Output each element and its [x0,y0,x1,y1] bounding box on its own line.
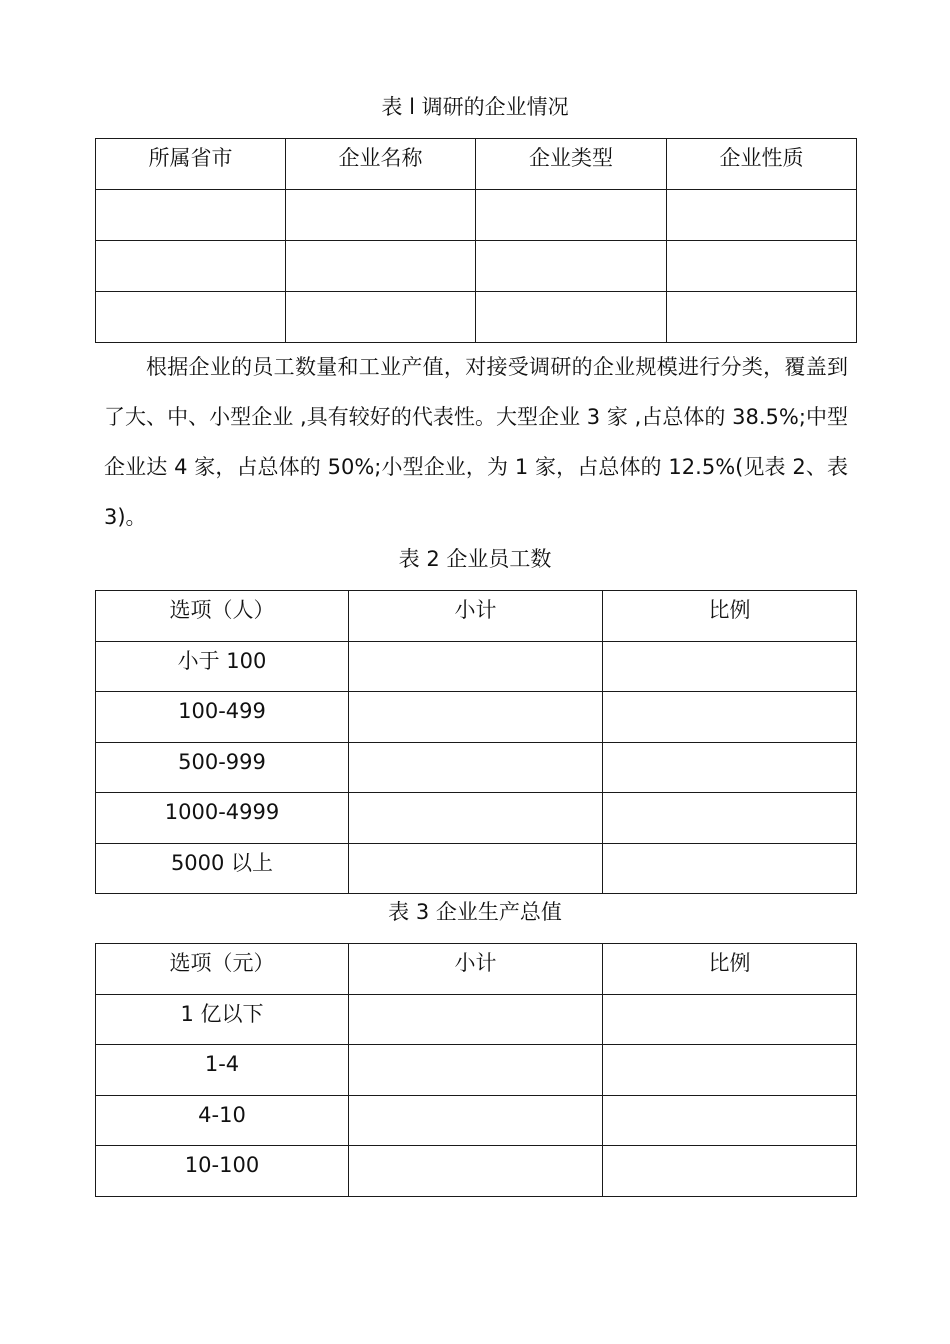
table2-caption: 表 2 企业员工数 [398,547,552,571]
table-row [96,994,857,1045]
body-paragraph: 根据企业的员工数量和工业产值，对接受调研的企业规模进行分类，覆盖到了大、中、小型企业 ,具有较好的代表性。大型企业 3 家 ,占总体的 38.5%;中型企业达 4 家，占总体的 50%;小型企业，为 1 家，占总体的 12.5%(见表 2、表 3)。 [104,355,848,529]
table-cell [476,241,667,292]
table-row [96,241,857,292]
table-row [96,641,857,692]
table-cell-ratio [603,742,857,793]
header-option-yuan: 选项（元） [96,944,349,995]
table-cell-ratio [603,1095,857,1146]
table-cell [667,292,857,343]
header-option-persons: 选项（人） [96,591,349,642]
header-subtotal: 小计 [349,591,603,642]
table-cell-subtotal [349,692,603,743]
table-cell-ratio [603,994,857,1045]
table-cell-option: 4-10 [96,1095,349,1146]
table-cell-option: 500-999 [96,742,349,793]
table-cell-ratio [603,1045,857,1096]
table-cell [476,190,667,241]
table-row [96,742,857,793]
header-enterprise-nature: 企业性质 [667,139,857,190]
table-cell [96,292,286,343]
table-cell-ratio [603,641,857,692]
table-cell [286,190,476,241]
header-ratio: 比例 [603,591,857,642]
table-cell-subtotal [349,641,603,692]
table-cell [667,241,857,292]
table-row [96,292,857,343]
header-province-city: 所属省市 [96,139,286,190]
table-cell-ratio [603,793,857,844]
table-cell [286,292,476,343]
table-cell-subtotal [349,1095,603,1146]
table-row [96,692,857,743]
header-enterprise-type: 企业类型 [476,139,667,190]
table-cell-option: 10-100 [96,1146,349,1197]
table-cell [96,190,286,241]
table-production-value [95,943,857,1197]
header-subtotal: 小计 [349,944,603,995]
table1-caption: 表 l 调研的企业情况 [381,95,569,119]
table-cell-subtotal [349,994,603,1045]
table-cell-option: 1 亿以下 [96,994,349,1045]
table-cell-option: 5000 以上 [96,843,349,894]
table-cell [96,241,286,292]
table-cell-option: 100-499 [96,692,349,743]
table-employee-count [95,590,857,894]
table-cell [286,241,476,292]
table-cell [476,292,667,343]
table3-caption: 表 3 企业生产总值 [388,900,562,924]
table-row [96,1045,857,1096]
header-enterprise-name: 企业名称 [286,139,476,190]
table-cell-ratio [603,843,857,894]
table-row [96,1095,857,1146]
table-cell-option: 小于 100 [96,641,349,692]
table-cell-subtotal [349,742,603,793]
header-ratio: 比例 [603,944,857,995]
table-cell-subtotal [349,1045,603,1096]
table-row [96,843,857,894]
table-surveyed-enterprises [95,138,857,343]
table-cell-ratio [603,1146,857,1197]
table-cell [667,190,857,241]
table-row [96,1146,857,1197]
table-cell-subtotal [349,1146,603,1197]
table-header-row [96,944,857,995]
table-cell-ratio [603,692,857,743]
table-row [96,793,857,844]
table-header-row [96,591,857,642]
table-cell-subtotal [349,793,603,844]
table-header-row [96,139,857,190]
table-row [96,190,857,241]
table-cell-option: 1-4 [96,1045,349,1096]
table-cell-option: 1000-4999 [96,793,349,844]
table-cell-subtotal [349,843,603,894]
